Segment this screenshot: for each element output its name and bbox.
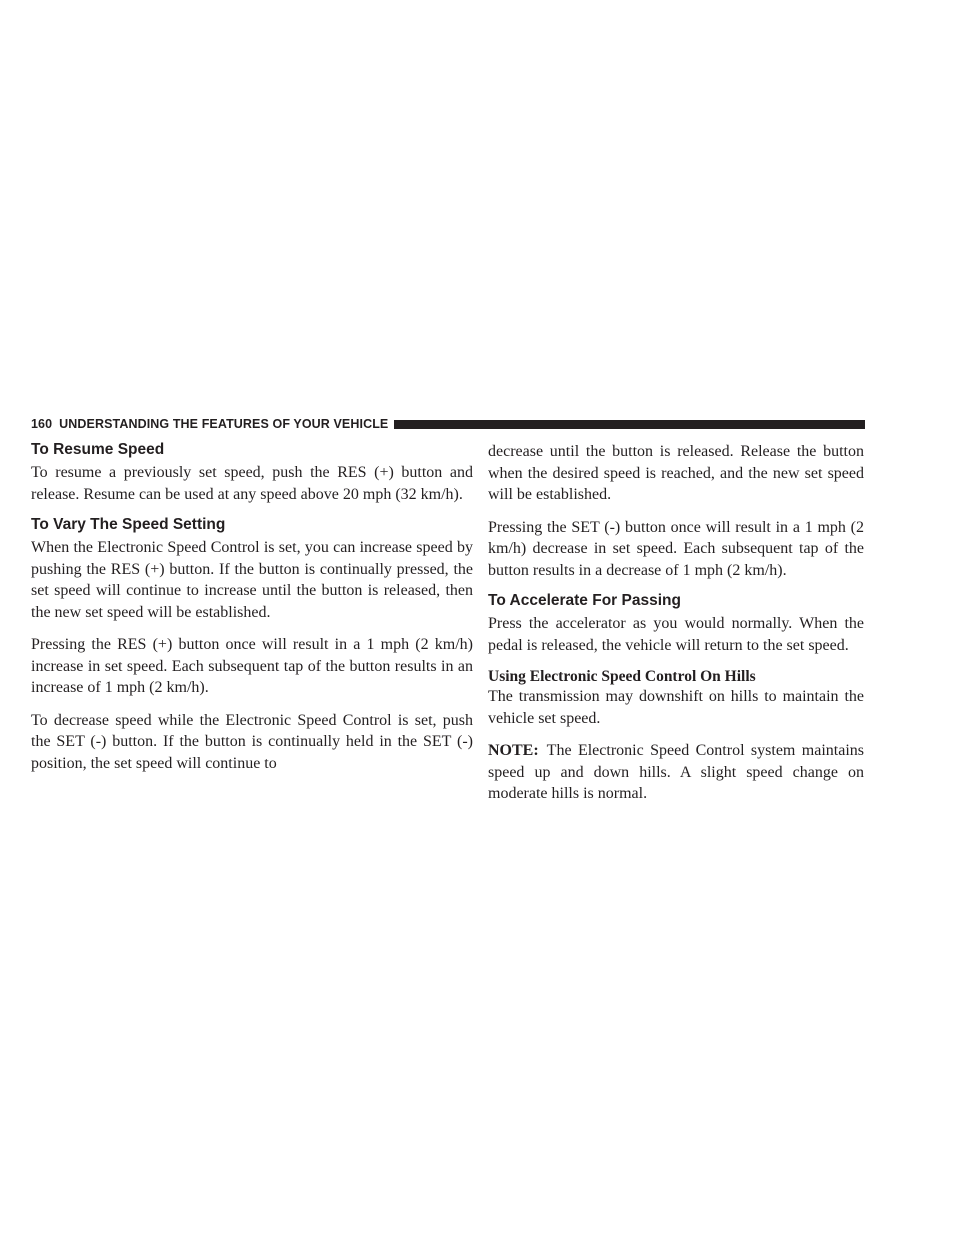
paragraph-resume-speed: To resume a previously set speed, push the RES (+) button and release. Resume can be used at any speed above 20 mph (32 km/h). [31,464,473,503]
paragraph-vary-speed-4: decrease until the button is released. Release the button when the desired speed is reached, and the new set speed will be established. [488,443,864,503]
paragraph-accelerate-passing: Press the accelerator as you would normally. When the pedal is released, the vehicle will return to the set speed. [488,615,864,654]
heading-hills: Using Electronic Speed Control On Hills [488,668,756,685]
heading-accelerate-passing: To Accelerate For Passing [488,592,681,609]
heading-resume-speed: To Resume Speed [31,441,165,458]
heading-vary-speed: To Vary The Speed Setting [31,516,226,533]
paragraph-vary-speed-2: Pressing the RES (+) button once will result in a 1 mph (2 km/h) increase in set speed. Each subsequent tap of the button results in an increase of 1 mph (2 km/h). [31,636,473,696]
note-label: NOTE: [488,742,539,759]
paragraph-hills: The transmission may downshift on hills to maintain the vehicle set speed. [488,688,864,727]
left-column [31,441,473,774]
header-rule [394,420,865,429]
note-paragraph [488,740,864,805]
note-text: The Electronic Speed Control system maintains speed up and down hills. A slight speed change on moderate hills is normal. [488,742,864,802]
paragraph-vary-speed-3: To decrease speed while the Electronic Speed Control is set, push the SET (-) button. If the button is continually held in the SET (-) position, the set speed will continue to [31,711,473,772]
right-column [488,441,864,805]
page-number: 160 [31,417,53,431]
section-title: UNDERSTANDING THE FEATURES OF YOUR VEHICLE [59,417,389,431]
page-header [31,415,865,433]
header-text [31,417,388,431]
paragraph-vary-speed-1: When the Electronic Speed Control is set, you can increase speed by pushing the RES (+) button. If the button is continually pressed, the set speed will continue to increase until the button is released, then the new set speed will be established. [31,539,473,621]
paragraph-vary-speed-5: Pressing the SET (-) button once will result in a 1 mph (2 km/h) decrease in set speed. Each subsequent tap of the button results in a decrease of 1 mph (2 km/h). [488,518,864,579]
